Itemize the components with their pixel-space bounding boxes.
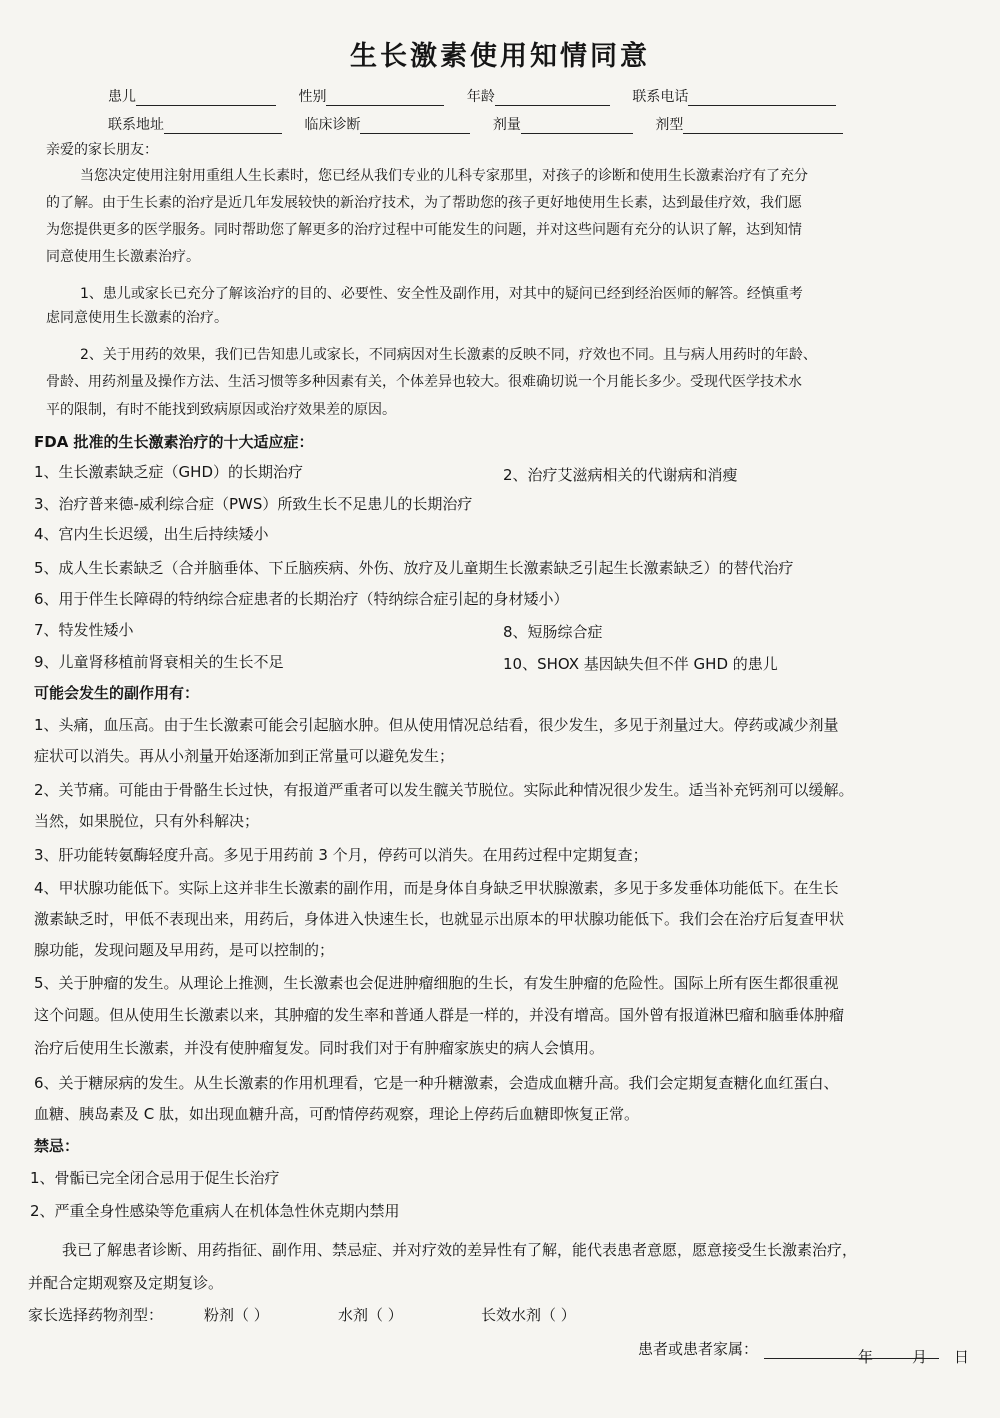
dosage-form-choice-label: 家长选择药物剂型：: [28, 1306, 164, 1324]
point-1-line: 虑同意使用生长激素的治疗。: [46, 310, 228, 326]
phone-label: 联系电话: [632, 89, 689, 105]
form-input-line[interactable]: [683, 121, 843, 134]
indication-item: 10、SHOX 基因缺失但不伴 GHD 的患儿: [503, 655, 778, 673]
point-2-line: 平的限制，有时不能找到致病原因或治疗效果差的原因。: [46, 402, 396, 418]
intro-line: 当您决定使用注射用重组人生长素时，您已经从我们专业的儿科专家那里，对孩子的诊断和使用生长激素治疗有了充分: [80, 168, 808, 184]
gender-input-line[interactable]: [326, 93, 444, 106]
phone-input-line[interactable]: [688, 93, 836, 106]
greeting: 亲爱的家长朋友：: [46, 142, 158, 158]
dosage-label: 剂量: [492, 117, 521, 133]
side-effect-line: 5、关于肿瘤的发生。从理论上推测，生长激素也会促进肿瘤细胞的生长，有发生肿瘤的危险性。国际上所有医生都很重视: [34, 974, 839, 992]
long-acting-choice[interactable]: 长效水剂（ ）: [481, 1306, 576, 1324]
signature-label: 患者或患者家属：: [638, 1340, 759, 1358]
indication-item: 5、成人生长素缺乏（合并脑垂体、下丘脑疾病、外伤、放疗及儿童期生长激素缺乏引起生长激素缺乏）的替代治疗: [34, 559, 794, 577]
signature-row: [638, 1339, 939, 1359]
form-label: 剂型: [655, 117, 684, 133]
address-label: 联系地址: [108, 117, 164, 133]
side-effect-line: 当然，如果脱位，只有外科解决；: [34, 812, 260, 830]
indication-item: 6、用于伴生长障碍的特纳综合症患者的长期治疗（特纳综合症引起的身材矮小）: [34, 590, 569, 608]
indication-item: 4、宫内生长迟缓，出生后持续矮小: [34, 525, 269, 543]
side-effect-line: 3、肝功能转氨酶轻度升高。多见于用药前 3 个月，停药可以消失。在用药过程中定期复查；: [34, 846, 648, 864]
point-2-line: 2、关于用药的效果，我们已告知患儿或家长，不同病因对生长激素的反映不同，疗效也不同。且与病人用药时的年龄、: [80, 347, 817, 363]
age-input-line[interactable]: [495, 93, 610, 106]
contraindication-item: 1、骨骺已完全闭合忌用于促生长治疗: [30, 1169, 280, 1187]
side-effect-line: 4、甲状腺功能低下。实际上这并非生长激素的副作用，而是身体自身缺乏甲状腺激素，多见于多发垂体功能低下。在生长: [34, 879, 839, 897]
consent-statement-line: 并配合定期观察及定期复诊。: [28, 1274, 224, 1292]
indication-item: 7、特发性矮小: [34, 621, 134, 639]
side-effect-line: 这个问题。但从使用生长激素以来，其肿瘤的发生率和普通人群是一样的，并没有增高。国外曾有报道淋巴瘤和脑垂体肿瘤: [34, 1006, 845, 1024]
powder-choice[interactable]: 粉剂（ ）: [204, 1306, 269, 1324]
side-effect-line: 6、关于糖尿病的发生。从生长激素的作用机理看，它是一种升糖激素，会造成血糖升高。我们会定期复查糖化血红蛋白、: [34, 1074, 839, 1092]
indication-item: 2、治疗艾滋病相关的代谢病和消瘦: [503, 466, 738, 484]
side-effect-line: 激素缺乏时，甲低不表现出来，用药后，身体进入快速生长，也就显示出原本的甲状腺功能低下。我们会在治疗后复查甲状: [34, 910, 845, 928]
indication-item: 8、短肠综合症: [503, 623, 603, 641]
dosage-input-line[interactable]: [521, 121, 633, 134]
side-effect-line: 腺功能，发现问题及早用药，是可以控制的；: [34, 941, 335, 959]
side-effect-line: 症状可以消失。再从小剂量开始逐渐加到正常量可以避免发生；: [34, 747, 455, 765]
water-choice[interactable]: 水剂（ ）: [338, 1306, 403, 1324]
side-effect-line: 2、关节痛。可能由于骨骼生长过快，有报道严重者可以发生髋关节脱位。实际此种情况很少发生。适当补充钙剂可以缓解。: [34, 781, 854, 799]
date-day-label: 日: [954, 1348, 970, 1366]
contraindications-heading: 禁忌：: [34, 1137, 80, 1155]
gender-label: 性别: [298, 89, 327, 105]
side-effect-line: 治疗后使用生长激素，并没有使肿瘤复发。同时我们对于有肿瘤家族史的病人会慎用。: [34, 1039, 605, 1057]
patient-info-row-2: [108, 114, 861, 134]
intro-line: 为您提供更多的医学服务。同时帮助您了解更多的治疗过程中可能发生的问题，并对这些问题有充分的认识了解，达到知情: [46, 222, 802, 238]
document-title: 生长激素使用知情同意: [350, 41, 650, 72]
date-month-label: 月: [912, 1348, 928, 1366]
side-effects-heading: 可能会发生的副作用有：: [34, 684, 200, 702]
side-effect-line: 血糖、胰岛素及 C 肽，如出现血糖升高，可酌情停药观察，理论上停药后血糖即恢复正常。: [34, 1105, 640, 1123]
patient-input-line[interactable]: [136, 93, 276, 106]
consent-statement-line: 我已了解患者诊断、用药指征、副作用、禁忌症、并对疗效的差异性有了解，能代表患者意愿，愿意接受生长激素治疗，: [62, 1241, 858, 1259]
intro-line: 同意使用生长激素治疗。: [46, 249, 200, 265]
side-effect-line: 1、头痛，血压高。由于生长激素可能会引起脑水肿。但从使用情况总结看，很少发生，多见于剂量过大。停药或减少剂量: [34, 716, 839, 734]
indication-item: 3、治疗普来德-威利综合症（PWS）所致生长不足患儿的长期治疗: [34, 495, 473, 513]
diagnosis-label: 临床诊断: [304, 117, 361, 133]
contraindication-item: 2、严重全身性感染等危重病人在机体急性休克期内禁用: [30, 1202, 400, 1220]
indication-item: 9、儿童肾移植前肾衰相关的生长不足: [34, 653, 284, 671]
indication-item: 1、生长激素缺乏症（GHD）的长期治疗: [34, 463, 303, 481]
patient-info-row-1: [108, 86, 854, 106]
address-input-line[interactable]: [164, 121, 282, 134]
intro-line: 的了解。由于生长素的治疗是近几年发展较快的新治疗技术，为了帮助您的孩子更好地使用生长素，达到最佳疗效，我们愿: [46, 195, 802, 211]
diagnosis-input-line[interactable]: [360, 121, 470, 134]
date-year-label: 年: [858, 1348, 874, 1366]
point-2-line: 骨龄、用药剂量及操作方法、生活习惯等多种因素有关，个体差异也较大。很难确切说一个月能长多少。受现代医学技术水: [46, 374, 802, 390]
age-label: 年龄: [466, 89, 495, 105]
patient-label: 患儿: [108, 89, 136, 105]
fda-indications-heading: FDA 批准的生长激素治疗的十大适应症：: [34, 433, 314, 451]
point-1-line: 1、患儿或家长已充分了解该治疗的目的、必要性、安全性及副作用，对其中的疑问已经到经治医师的解答。经慎重考: [80, 286, 803, 302]
